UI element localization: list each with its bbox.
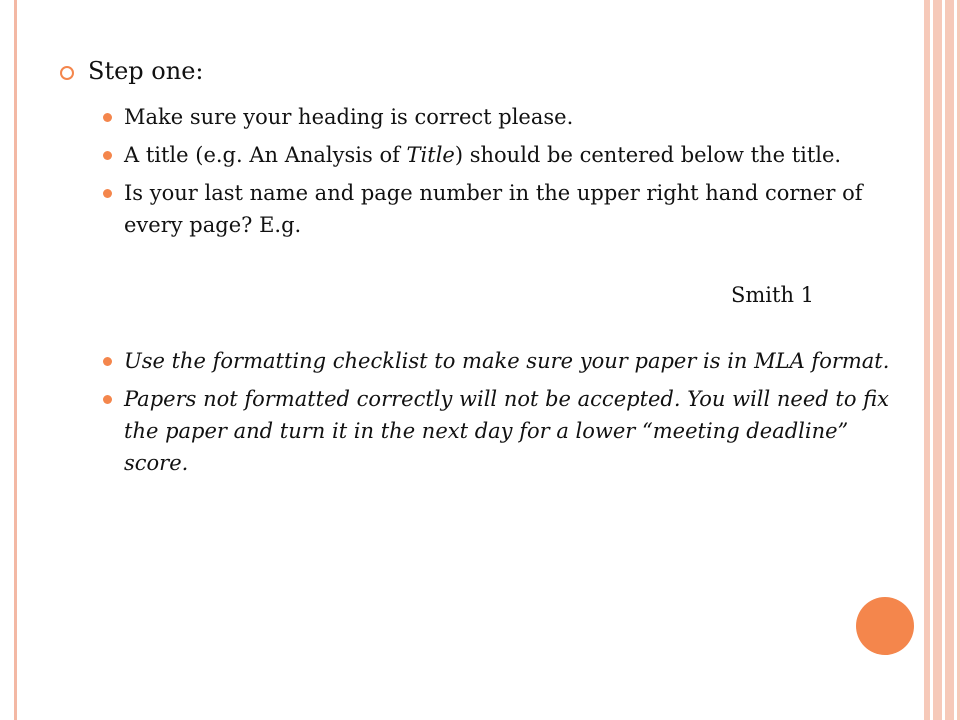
slide-content bbox=[60, 55, 910, 485]
border-stripe bbox=[954, 0, 957, 720]
bullet-list-bottom bbox=[60, 345, 910, 479]
bullet-dot-icon bbox=[103, 189, 112, 198]
list-item bbox=[103, 139, 910, 171]
example-header-text: Smith 1 bbox=[731, 283, 815, 307]
bullet-dot-icon bbox=[103, 113, 112, 122]
bullet-dot-icon bbox=[103, 357, 112, 366]
ring-bullet-icon bbox=[60, 66, 74, 80]
list-item-text: Papers not formatted correctly will not be accepted. You will need to fix the paper and turn it in the next day for a lower “meeting deadline” score. bbox=[124, 387, 890, 475]
bullet-dot-icon bbox=[103, 395, 112, 404]
border-stripe bbox=[930, 0, 933, 720]
right-border-decoration bbox=[924, 0, 960, 720]
list-item-text: Is your last name and page number in the upper right hand corner of every page? E.g. bbox=[124, 181, 863, 237]
left-border-decoration bbox=[0, 0, 17, 720]
bullet-dot-icon bbox=[103, 151, 112, 160]
decorative-circle bbox=[856, 597, 914, 655]
slide-heading: Step one: bbox=[88, 57, 204, 85]
border-stripe bbox=[942, 0, 945, 720]
list-item-text-em: Title bbox=[406, 143, 455, 167]
list-item bbox=[103, 345, 910, 377]
list-item-text-pre: A title (e.g. An Analysis of bbox=[124, 143, 407, 167]
list-item-text: Make sure your heading is correct please. bbox=[124, 105, 574, 129]
heading-row bbox=[60, 55, 910, 87]
list-item bbox=[103, 101, 910, 133]
list-item-text: Use the formatting checklist to make sure your paper is in MLA format. bbox=[124, 349, 890, 373]
list-item-text-post: ) should be centered below the title. bbox=[454, 143, 842, 167]
list-item bbox=[103, 177, 910, 241]
list-item bbox=[103, 383, 910, 479]
bullet-list-top bbox=[60, 101, 910, 241]
